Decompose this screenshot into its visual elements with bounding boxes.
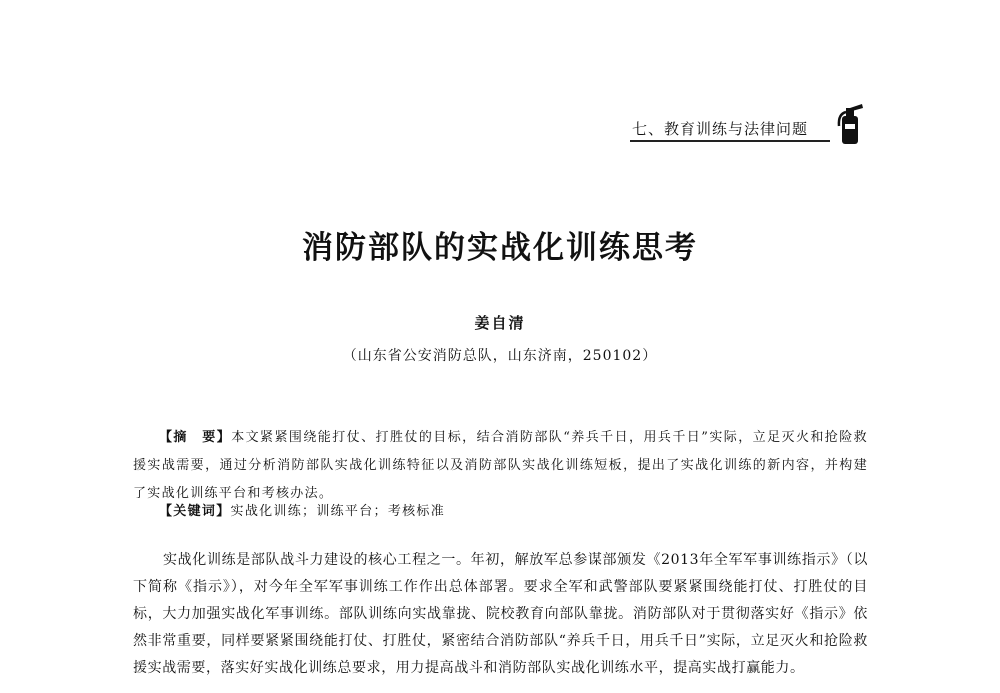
author-affiliation: （山东省公安消防总队，山东济南，250102） (342, 348, 658, 364)
running-header: 七、教育训练与法律问题 (632, 120, 809, 138)
abstract-text: 本文紧紧围绕能打仗、打胜仗的目标，结合消防部队“养兵千日，用兵千日”实际，立足灭火和抢险救援实战需要，通过分析消防部队实战化训练特征以及消防部队实战化训练短板，提出了实战化训练的新内容，并构建了实战化训练平台和考核办法。 (133, 430, 868, 501)
author-name: 姜自清 (474, 314, 526, 332)
fire-extinguisher-icon (836, 102, 866, 146)
keywords-text: 实战化训练；训练平台；考核标准 (230, 504, 446, 519)
body-paragraph: 实战化训练是部队战斗力建设的核心工程之一。年初，解放军总参谋部颁发《2013年全军军事训练指示》（以下简称《指示》），对今年全军军事训练工作作出总体部署。要求全军和武警部队要紧紧围绕能打仗、打胜仗的目标，大力加强实战化军事训练。部队训练向实战靠拢、院校教育向部队靠拢。消防部队对于贯彻落实好《指示》依然非常重要，同样要紧紧围绕能打仗、打胜仗，紧密结合消防部队“养兵千日，用兵千日”实际，立足灭火和抢险救援实战需要，落实好实战化训练总要求，用力提高战斗和消防部队实战化训练水平，提高实战打赢能力。 (133, 552, 868, 676)
article-title: 消防部队的实战化训练思考 (302, 230, 698, 266)
keywords (159, 500, 445, 519)
abstract-label: 【摘 要】 (159, 430, 232, 445)
abstract (133, 424, 868, 508)
header-underline (630, 140, 830, 142)
keywords-label: 【关键词】 (159, 504, 231, 519)
